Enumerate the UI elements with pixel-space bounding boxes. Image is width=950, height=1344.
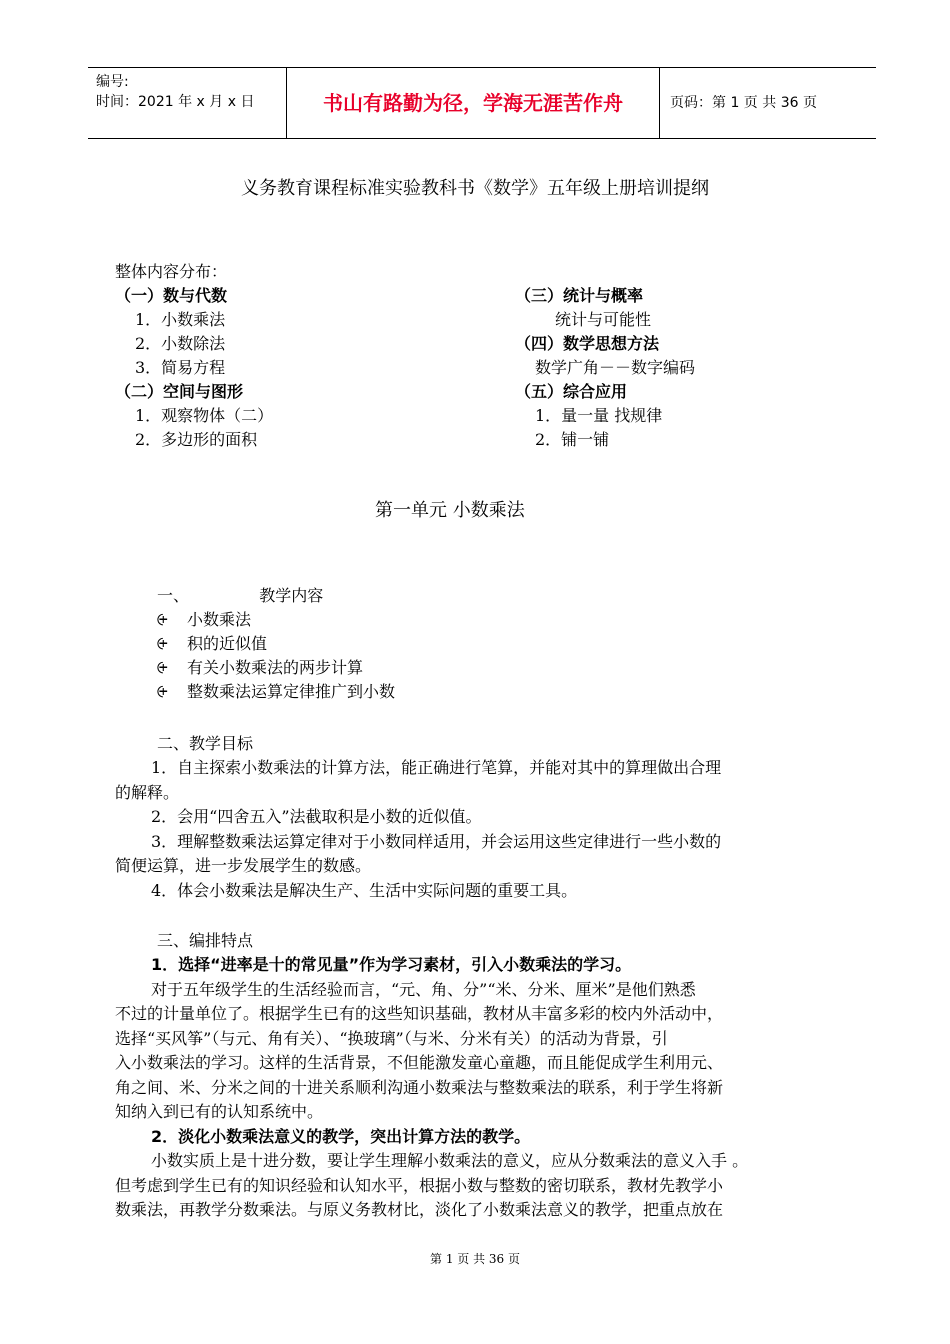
overview-right-item: （五）综合应用: [515, 382, 628, 401]
goal-paragraph: 的解释。: [115, 782, 180, 802]
page-footer: 第 1 页 共 36 页: [430, 1252, 520, 1266]
list-item-text: 小数乘法: [187, 610, 252, 629]
section1-number: 一、: [157, 586, 190, 605]
arrow-bullet-icon: ⨭: [157, 682, 168, 701]
unit-title: 第一单元 小数乘法: [375, 500, 525, 521]
number-label: 编号:: [96, 74, 129, 90]
overview-left-item: （二）空间与图形: [115, 382, 244, 401]
overview-right-item: 1．量一量 找规律: [535, 406, 663, 425]
section3-body: [115, 953, 855, 1223]
overview-right-item: 统计与可能性: [555, 310, 652, 329]
feature-heading: 1．选择“进率是十的常见量”作为学习素材，引入小数乘法的学习。: [151, 955, 632, 974]
list-item: [157, 656, 395, 680]
overview-left-item: 3．简易方程: [135, 358, 226, 377]
overview-heading: 整体内容分布：: [115, 262, 228, 281]
list-item: [157, 680, 395, 704]
feature-line: 对于五年级学生的生活经验而言，“元、角、分”“米、分米、厘米”是他们熟悉: [151, 979, 696, 999]
list-item: [157, 632, 395, 656]
section1-heading: [157, 584, 323, 608]
goal-paragraph: 4．体会小数乘法是解决生产、生活中实际问题的重要工具。: [151, 880, 578, 900]
feature-line: 选择“买风筝”（与元、角有关）、“换玻璃”（与米、分米有关）的活动为背景，引: [115, 1028, 668, 1048]
overview-left-item: 2．多边形的面积: [135, 430, 258, 449]
time-label: 时间：2021 年 x 月 x 日: [96, 94, 255, 110]
list-item-text: 有关小数乘法的两步计算: [187, 658, 364, 677]
overview-right-item: （四）数学思想方法: [515, 334, 660, 353]
overview-left-column: [115, 284, 273, 452]
section3-heading: 三、编排特点: [157, 931, 254, 950]
feature-line: 不过的计量单位了。根据学生已有的这些知识基础，教材从丰富多彩的校内外活动中，: [115, 1004, 724, 1023]
overview-left-item: 1．小数乘法: [135, 310, 226, 329]
goal-paragraph: 简便运算，进一步发展学生的数感。: [115, 856, 372, 875]
feature-line: 数乘法，再教学分数乘法。与原义务教材比，淡化了小数乘法意义的教学，把重点放在: [115, 1200, 724, 1219]
section2-heading: 二、教学目标: [157, 734, 254, 753]
header-motto: 书山有路勤为径，学海无涯苦作舟: [287, 68, 660, 138]
page-header: [88, 67, 876, 139]
feature-line: 小数实质上是十进分数，要让学生理解小数乘法的意义，应从分数乘法的意义入手 。: [151, 1151, 749, 1170]
section1-list: [157, 608, 395, 704]
section1-title: 教学内容: [259, 586, 324, 605]
list-item-text: 积的近似值: [187, 634, 268, 653]
feature-heading: 2．淡化小数乘法意义的教学，突出计算方法的教学。: [151, 1126, 531, 1146]
overview-left-item: 2．小数除法: [135, 334, 226, 353]
overview-right-item: （三）统计与概率: [515, 286, 644, 305]
arrow-bullet-icon: ⨭: [157, 658, 168, 677]
overview-left-item: （一）数与代数: [115, 286, 228, 305]
overview-left-item: 1．观察物体（二）: [135, 406, 274, 425]
header-page-info: 页码：第 1 页 共 36 页: [670, 95, 817, 111]
feature-line: 知纳入到已有的认知系统中。: [115, 1102, 324, 1121]
document-title: 义务教育课程标准实验教科书《数学》五年级上册培训提纲: [241, 178, 709, 199]
list-item-text: 整数乘法运算定律推广到小数: [187, 682, 396, 701]
list-item: [157, 608, 395, 632]
arrow-bullet-icon: ⨭: [157, 634, 168, 653]
feature-line: 角之间、米、分米之间的十进关系顺利沟通小数乘法与整数乘法的联系，利于学生将新: [115, 1077, 724, 1097]
arrow-bullet-icon: ⨭: [157, 610, 168, 629]
header-meta: [88, 68, 287, 138]
overview-right-item: 数学广角－－数字编码: [535, 358, 696, 377]
goal-paragraph: 2．会用“四舍五入”法截取积是小数的近似值。: [151, 807, 482, 826]
goal-paragraph: 1．自主探索小数乘法的计算方法，能正确进行笔算，并能对其中的算理做出合理: [151, 758, 722, 777]
goal-paragraph: 3．理解整数乘法运算定律对于小数同样适用，并会运用这些定律进行一些小数的: [151, 831, 722, 851]
section2-body: [115, 756, 855, 903]
feature-line: 入小数乘法的学习。这样的生活背景，不但能激发童心童趣，而且能促成学生利用元、: [115, 1053, 724, 1072]
overview-right-column: [515, 284, 695, 452]
feature-line: 但考虑到学生已有的知识经验和认知水平，根据小数与整数的密切联系，教材先教学小: [115, 1175, 724, 1195]
overview-right-item: 2．铺一铺: [535, 430, 610, 449]
